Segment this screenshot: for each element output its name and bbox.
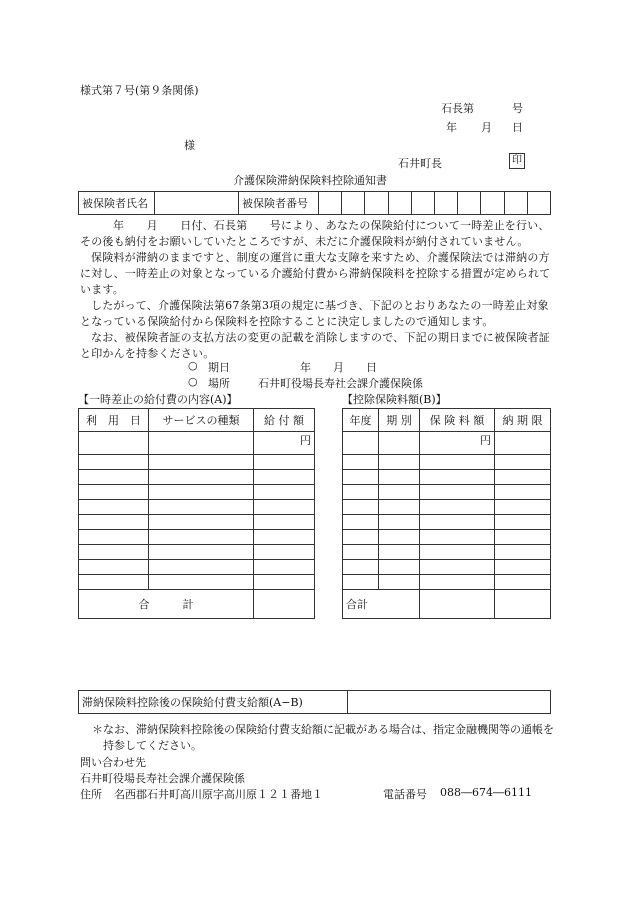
- table-row: [79, 432, 315, 455]
- premium-table-b: [342, 408, 551, 619]
- table-row: [343, 500, 551, 515]
- address-value: 名西郡石井町高川原字高川原１２１番地１: [114, 788, 323, 801]
- doc-number-prefix: 石長第: [441, 102, 474, 115]
- item-place-value: 石井町役場長寿社会課介護保険係: [258, 377, 423, 390]
- paragraph-3: したがって、介護保険法第67条第3項の規定に基づき、下記のとおりあなたの一時差止対象となっている保険給付から保険料を控除することに決定しましたので通知します。: [80, 299, 549, 328]
- item-date-value: 年 月 日: [300, 361, 377, 374]
- table-row: [343, 560, 551, 575]
- table-row: [343, 485, 551, 500]
- insured-number-digit: [458, 192, 481, 215]
- date-day: 日: [512, 121, 523, 134]
- insured-number-digit: [504, 192, 527, 215]
- total-label-a: 合 計: [79, 590, 254, 619]
- net-benefit-table: [78, 690, 551, 714]
- table-row: [79, 470, 315, 485]
- document-title: 介護保険滞納保険料控除通知書: [233, 174, 387, 187]
- insured-number-digit: [434, 192, 457, 215]
- total-value-a: [254, 590, 315, 619]
- header-period: 期 別: [379, 409, 420, 432]
- table-row: [79, 545, 315, 560]
- item-place-label: 場所: [208, 377, 230, 390]
- total-due-b: [495, 590, 551, 619]
- net-benefit-label: 滞納保険料控除後の保険給付費支給額(A−B): [79, 691, 348, 714]
- insured-number-digit: [319, 192, 342, 215]
- total-label-b: 合計: [343, 590, 420, 619]
- address-label: 住所: [80, 788, 102, 801]
- recipient-suffix: 様: [184, 139, 195, 152]
- insured-number-label: 被保険者番号: [239, 192, 319, 215]
- benefit-table-a: [78, 408, 315, 619]
- contact-heading: 問い合わせ先: [80, 756, 146, 769]
- table-row: [343, 432, 551, 455]
- net-benefit-value: [348, 691, 551, 714]
- table-row: [79, 485, 315, 500]
- item-date-mark: ○: [188, 359, 198, 372]
- insured-name-label: 被保険者氏名: [79, 192, 155, 215]
- insured-number-digit: [388, 192, 411, 215]
- header-fiscal-year: 年度: [343, 409, 379, 432]
- header-benefit-amount: 給 付 額: [254, 409, 315, 432]
- form-number: 様式第７号(第９条関係): [80, 84, 199, 97]
- insured-number-digit: [527, 192, 550, 215]
- item-place-mark: ○: [188, 375, 198, 388]
- paragraph-1: 年 月 日付、石長第 号により、あなたの保険給付について一時差止を行い、その後も納付をお願いしていたところですが、未だに介護保険料が納付されていません。: [80, 219, 550, 248]
- insured-name-value: [155, 192, 239, 215]
- insured-number-digit: [481, 192, 504, 215]
- table-row: [79, 515, 315, 530]
- date-month: 月: [481, 121, 492, 134]
- table-row: [343, 530, 551, 545]
- table-row: [79, 560, 315, 575]
- table-row: [79, 530, 315, 545]
- header-due-date: 納 期 限: [495, 409, 551, 432]
- table-row: [343, 545, 551, 560]
- insured-number-digit: [342, 192, 365, 215]
- doc-number-suffix: 号: [512, 102, 523, 115]
- insured-number-digit: [411, 192, 434, 215]
- header-use-date: 利 用 日: [79, 409, 149, 432]
- insured-info-table: [78, 191, 551, 215]
- table-row: [79, 455, 315, 470]
- table-row: [79, 500, 315, 515]
- table-row: [343, 455, 551, 470]
- issuer-name: 石井町長: [398, 157, 442, 170]
- table-row: [343, 575, 551, 590]
- table-b-caption: 【控除保険料額(B)】: [342, 393, 447, 406]
- contact-dept: 石井町役場長寿社会課介護保険係: [80, 772, 245, 785]
- phone-label: 電話番号: [383, 788, 427, 801]
- paragraph-4: なお、被保険者証の支払方法の変更の記載を消除しますので、下記の期日までに被保険者証と印かんを持参ください。: [80, 331, 550, 360]
- unit-yen: 円: [420, 432, 495, 455]
- phone-value: 088―674―6111: [440, 786, 532, 799]
- notice-body: [80, 218, 552, 362]
- date-year: 年: [446, 121, 457, 134]
- paragraph-2: 保険料が滞納のままですと、制度の運営に重大な支障を来すため、介護保険法では滞納の方に対し、一時差止の対象となっている介護給付費から滞納保険料を控除する措置が定められています。: [80, 251, 551, 296]
- seal-mark: 印: [509, 153, 525, 169]
- header-service-type: サービスの種類: [149, 409, 254, 432]
- table-row: [343, 470, 551, 485]
- insured-number-digit: [365, 192, 388, 215]
- total-value-b: [420, 590, 495, 619]
- unit-yen: 円: [254, 432, 315, 455]
- note-text: ＊なお、滞納保険料控除後の保険給付費支給額に記載がある場合は、指定金融機関等の通帳を持参してください。: [92, 723, 554, 752]
- table-row: [343, 515, 551, 530]
- table-a-caption: 【一時差止の給付費の内容(A)】: [78, 393, 238, 406]
- table-row: [79, 575, 315, 590]
- header-premium-amount: 保 険 料 額: [420, 409, 495, 432]
- item-date-label: 期日: [208, 361, 230, 374]
